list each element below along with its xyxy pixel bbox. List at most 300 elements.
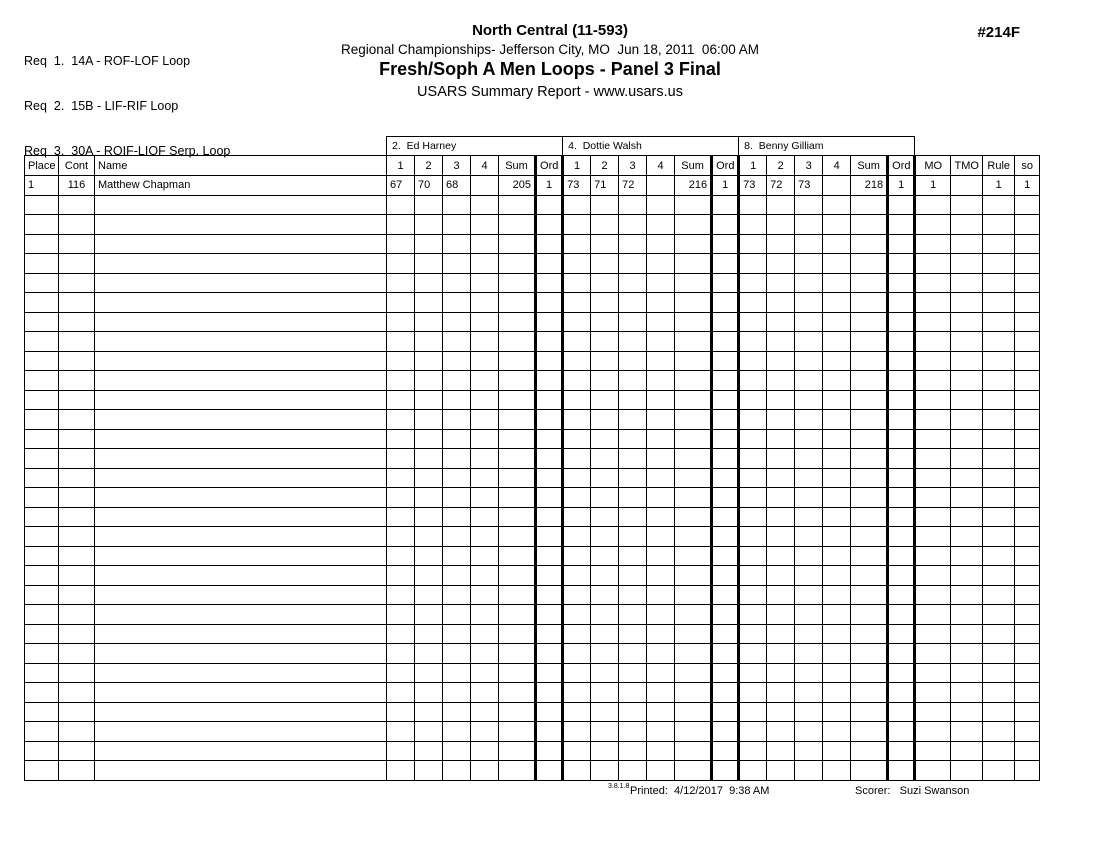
empty-table-row [25, 566, 1040, 586]
score-cell [767, 468, 795, 488]
score-cell: 70 [415, 176, 443, 196]
score-cell [739, 293, 767, 313]
tmo-cell [951, 741, 983, 761]
score-cell [619, 722, 647, 742]
ord-cell [536, 449, 563, 469]
sum-cell [851, 371, 888, 391]
score-cell [563, 390, 591, 410]
score-cell [619, 351, 647, 371]
header-judge1-sum: Sum [499, 156, 536, 176]
score-cell [767, 215, 795, 235]
place-cell [25, 234, 59, 254]
so-cell [1015, 468, 1040, 488]
judge-name-2: 4. Dottie Walsh [563, 137, 739, 156]
so-cell [1015, 312, 1040, 332]
score-cell [471, 215, 499, 235]
ord-cell [888, 507, 915, 527]
sum-cell [499, 312, 536, 332]
score-cell [591, 390, 619, 410]
score-cell [767, 702, 795, 722]
score-cell [767, 722, 795, 742]
header-judge2-1: 1 [563, 156, 591, 176]
score-cell [563, 702, 591, 722]
ord-cell [888, 527, 915, 547]
score-cell [767, 234, 795, 254]
place-cell [25, 254, 59, 274]
sum-cell [499, 566, 536, 586]
sum-cell [851, 644, 888, 664]
place-cell [25, 683, 59, 703]
empty-table-row [25, 605, 1040, 625]
rule-cell [983, 624, 1015, 644]
score-cell [767, 332, 795, 352]
name-cell [95, 273, 387, 293]
score-cell [387, 254, 415, 274]
ord-cell [712, 566, 739, 586]
sum-cell [675, 449, 712, 469]
place-cell [25, 741, 59, 761]
sum-cell [675, 312, 712, 332]
score-cell [795, 468, 823, 488]
mo-cell [915, 293, 951, 313]
score-cell [471, 449, 499, 469]
score-cell [823, 663, 851, 683]
so-cell [1015, 663, 1040, 683]
score-cell [619, 527, 647, 547]
sum-cell [851, 566, 888, 586]
name-cell [95, 722, 387, 742]
header-judge2-sum: Sum [675, 156, 712, 176]
ord-cell [888, 234, 915, 254]
score-cell [591, 663, 619, 683]
name-cell [95, 761, 387, 781]
score-cell [591, 312, 619, 332]
sum-cell [851, 585, 888, 605]
sum-cell [675, 741, 712, 761]
score-cell [443, 741, 471, 761]
mo-cell [915, 605, 951, 625]
so-cell [1015, 722, 1040, 742]
score-cell [619, 332, 647, 352]
score-cell [739, 371, 767, 391]
name-cell [95, 468, 387, 488]
ord-cell [888, 566, 915, 586]
ord-cell [536, 644, 563, 664]
score-cell [739, 254, 767, 274]
sum-cell [675, 546, 712, 566]
rule-cell [983, 195, 1015, 215]
score-cell [647, 741, 675, 761]
ord-cell [888, 273, 915, 293]
score-cell [739, 624, 767, 644]
ord-cell [712, 527, 739, 547]
score-cell [823, 527, 851, 547]
mo-cell [915, 507, 951, 527]
ord-cell [888, 293, 915, 313]
score-cell [647, 293, 675, 313]
score-cell [471, 410, 499, 430]
place-cell [25, 429, 59, 449]
ord-cell [536, 429, 563, 449]
score-cell [387, 488, 415, 508]
score-cell [767, 683, 795, 703]
score-cell [823, 390, 851, 410]
rule-cell [983, 371, 1015, 391]
mo-cell [915, 585, 951, 605]
cont-cell [59, 507, 95, 527]
mo-cell [915, 683, 951, 703]
sum-cell [499, 468, 536, 488]
score-cell [647, 624, 675, 644]
ord-cell [712, 624, 739, 644]
score-cell [619, 390, 647, 410]
empty-table-row [25, 351, 1040, 371]
mo-cell [915, 390, 951, 410]
score-cell [415, 468, 443, 488]
sum-cell [675, 761, 712, 781]
cont-cell [59, 644, 95, 664]
ord-cell [712, 702, 739, 722]
score-cell [647, 195, 675, 215]
so-cell [1015, 527, 1040, 547]
event-title: Fresh/Soph A Men Loops - Panel 3 Final [379, 59, 721, 79]
score-cell [443, 488, 471, 508]
ord-cell [888, 624, 915, 644]
empty-table-row [25, 254, 1040, 274]
name-cell [95, 390, 387, 410]
ord-cell [712, 546, 739, 566]
score-cell [471, 371, 499, 391]
score-cell [823, 488, 851, 508]
score-cell [471, 566, 499, 586]
empty-table-row [25, 488, 1040, 508]
tmo-cell [951, 371, 983, 391]
score-cell [739, 546, 767, 566]
score-cell [795, 624, 823, 644]
score-cell [795, 371, 823, 391]
header-judge1-ord: Ord [536, 156, 563, 176]
judge-header-row [25, 137, 1040, 156]
cont-cell [59, 663, 95, 683]
ord-cell [712, 507, 739, 527]
ord-cell: 1 [712, 176, 739, 196]
score-cell [415, 741, 443, 761]
empty-table-row [25, 624, 1040, 644]
empty-table-row [25, 741, 1040, 761]
score-cell [795, 351, 823, 371]
score-cell [647, 449, 675, 469]
place-cell [25, 449, 59, 469]
score-cell [823, 176, 851, 196]
column-header-row [25, 156, 1040, 176]
score-cell [563, 449, 591, 469]
tmo-cell [951, 624, 983, 644]
score-cell [387, 605, 415, 625]
name-cell [95, 663, 387, 683]
tmo-cell [951, 234, 983, 254]
score-cell [795, 429, 823, 449]
name-cell [95, 410, 387, 430]
score-cell [619, 234, 647, 254]
score-cell [443, 585, 471, 605]
name-cell [95, 449, 387, 469]
score-cell [739, 468, 767, 488]
score-cell [795, 663, 823, 683]
ord-cell [888, 312, 915, 332]
ord-cell [888, 215, 915, 235]
place-cell [25, 507, 59, 527]
score-cell [647, 234, 675, 254]
header-so: so [1015, 156, 1040, 176]
score-cell [591, 761, 619, 781]
score-cell [591, 371, 619, 391]
cont-cell [59, 429, 95, 449]
score-cell [563, 585, 591, 605]
score-cell [471, 390, 499, 410]
score-cell [471, 468, 499, 488]
cont-cell [59, 234, 95, 254]
score-cell [471, 195, 499, 215]
sum-cell [499, 351, 536, 371]
sum-cell [499, 390, 536, 410]
score-cell [471, 273, 499, 293]
score-cell [387, 761, 415, 781]
score-cell [387, 702, 415, 722]
score-cell [471, 546, 499, 566]
so-cell [1015, 234, 1040, 254]
ord-cell [536, 371, 563, 391]
ord-cell [888, 488, 915, 508]
ord-cell [888, 254, 915, 274]
ord-cell [536, 215, 563, 235]
tmo-cell [951, 332, 983, 352]
so-cell [1015, 215, 1040, 235]
score-cell [647, 254, 675, 274]
score-cell [387, 722, 415, 742]
mo-cell [915, 741, 951, 761]
header-rule: Rule [983, 156, 1015, 176]
score-cell [563, 468, 591, 488]
ord-cell [888, 449, 915, 469]
score-cell [591, 546, 619, 566]
score-cell [647, 644, 675, 664]
score-cell [563, 683, 591, 703]
score-cell [443, 546, 471, 566]
score-cell [387, 566, 415, 586]
rule-cell [983, 429, 1015, 449]
score-cell [387, 312, 415, 332]
place-cell [25, 215, 59, 235]
cont-cell [59, 293, 95, 313]
sum-cell [675, 390, 712, 410]
score-cell [563, 371, 591, 391]
score-cell [563, 234, 591, 254]
score-cell [647, 215, 675, 235]
sum-cell [851, 663, 888, 683]
score-cell [739, 741, 767, 761]
score-cell [823, 429, 851, 449]
mo-cell [915, 546, 951, 566]
so-cell [1015, 546, 1040, 566]
score-cell [563, 215, 591, 235]
scorer-name: Scorer: Suzi Swanson [855, 785, 970, 797]
score-cell [823, 332, 851, 352]
score-cell [823, 351, 851, 371]
score-cell [563, 332, 591, 352]
score-cell [795, 312, 823, 332]
score-cell [591, 741, 619, 761]
mo-cell [915, 663, 951, 683]
so-cell [1015, 605, 1040, 625]
score-cell [563, 566, 591, 586]
empty-table-row [25, 761, 1040, 781]
score-cell [563, 195, 591, 215]
mo-cell [915, 371, 951, 391]
mo-cell [915, 254, 951, 274]
score-cell [795, 546, 823, 566]
so-cell [1015, 332, 1040, 352]
so-cell [1015, 273, 1040, 293]
sum-cell [851, 488, 888, 508]
score-cell [739, 312, 767, 332]
score-cell [767, 624, 795, 644]
score-cell [415, 273, 443, 293]
mo-cell [915, 429, 951, 449]
score-cell [823, 741, 851, 761]
version-number: 3.8.1.8 [608, 783, 630, 790]
name-cell [95, 351, 387, 371]
score-cell: 71 [591, 176, 619, 196]
tmo-cell [951, 176, 983, 196]
rule-cell [983, 312, 1015, 332]
score-cell [739, 663, 767, 683]
sum-cell [851, 273, 888, 293]
header-judge2-4: 4 [647, 156, 675, 176]
sum-cell [675, 351, 712, 371]
score-cell [443, 624, 471, 644]
score-cell [443, 644, 471, 664]
sum-cell [851, 312, 888, 332]
header-judge2-3: 3 [619, 156, 647, 176]
empty-table-row [25, 273, 1040, 293]
place-cell [25, 468, 59, 488]
tmo-cell [951, 488, 983, 508]
score-cell [415, 605, 443, 625]
place-cell [25, 332, 59, 352]
score-cell [563, 410, 591, 430]
score-cell [443, 332, 471, 352]
score-cell [767, 390, 795, 410]
sum-cell [675, 234, 712, 254]
score-cell [739, 215, 767, 235]
sum-cell [675, 195, 712, 215]
score-cell [795, 488, 823, 508]
score-cell [795, 683, 823, 703]
score-cell [591, 566, 619, 586]
cont-cell [59, 254, 95, 274]
name-cell [95, 624, 387, 644]
report-header [0, 22, 1100, 100]
score-cell [591, 254, 619, 274]
score-cell [591, 644, 619, 664]
header-judge1-3: 3 [443, 156, 471, 176]
score-cell [619, 215, 647, 235]
score-cell [767, 410, 795, 430]
mo-cell [915, 644, 951, 664]
score-cell [415, 312, 443, 332]
score-cell [415, 644, 443, 664]
rule-cell [983, 410, 1015, 430]
score-cell [563, 312, 591, 332]
score-cell [767, 527, 795, 547]
score-cell [767, 546, 795, 566]
sum-cell [499, 410, 536, 430]
ord-cell [888, 410, 915, 430]
score-cell [415, 546, 443, 566]
score-cell [415, 254, 443, 274]
score-cell [415, 429, 443, 449]
sum-cell [675, 371, 712, 391]
score-cell [591, 585, 619, 605]
score-cell [415, 507, 443, 527]
score-cell [591, 507, 619, 527]
ord-cell [712, 644, 739, 664]
score-cell [767, 195, 795, 215]
sum-cell [499, 332, 536, 352]
score-cell [795, 293, 823, 313]
score-cell [563, 761, 591, 781]
score-cell [387, 332, 415, 352]
rule-cell [983, 546, 1015, 566]
name-cell [95, 566, 387, 586]
score-cell [415, 195, 443, 215]
tmo-cell [951, 468, 983, 488]
sum-cell [851, 546, 888, 566]
score-cell [591, 449, 619, 469]
sum-cell [499, 546, 536, 566]
ord-cell: 1 [888, 176, 915, 196]
mo-cell [915, 624, 951, 644]
score-cell [443, 390, 471, 410]
score-cell [739, 566, 767, 586]
sum-cell [851, 293, 888, 313]
meet-subtitle: Regional Championships- Jefferson City, MO Jun 18, 2011 06:00 AM [341, 42, 759, 57]
mo-cell [915, 761, 951, 781]
ord-cell [536, 585, 563, 605]
score-cell [563, 273, 591, 293]
ord-cell [536, 683, 563, 703]
sum-cell [851, 741, 888, 761]
name-cell [95, 312, 387, 332]
sum-cell [499, 605, 536, 625]
ord-cell [712, 488, 739, 508]
score-cell [767, 312, 795, 332]
sum-cell [851, 429, 888, 449]
cont-cell [59, 410, 95, 430]
place-cell [25, 702, 59, 722]
header-judge3-sum: Sum [851, 156, 888, 176]
rule-cell [983, 449, 1015, 469]
ord-cell [712, 410, 739, 430]
score-cell [591, 624, 619, 644]
score-cell [591, 683, 619, 703]
score-cell [619, 761, 647, 781]
so-cell [1015, 741, 1040, 761]
sum-cell [851, 215, 888, 235]
score-cell [471, 683, 499, 703]
ord-cell [888, 332, 915, 352]
place-cell [25, 624, 59, 644]
